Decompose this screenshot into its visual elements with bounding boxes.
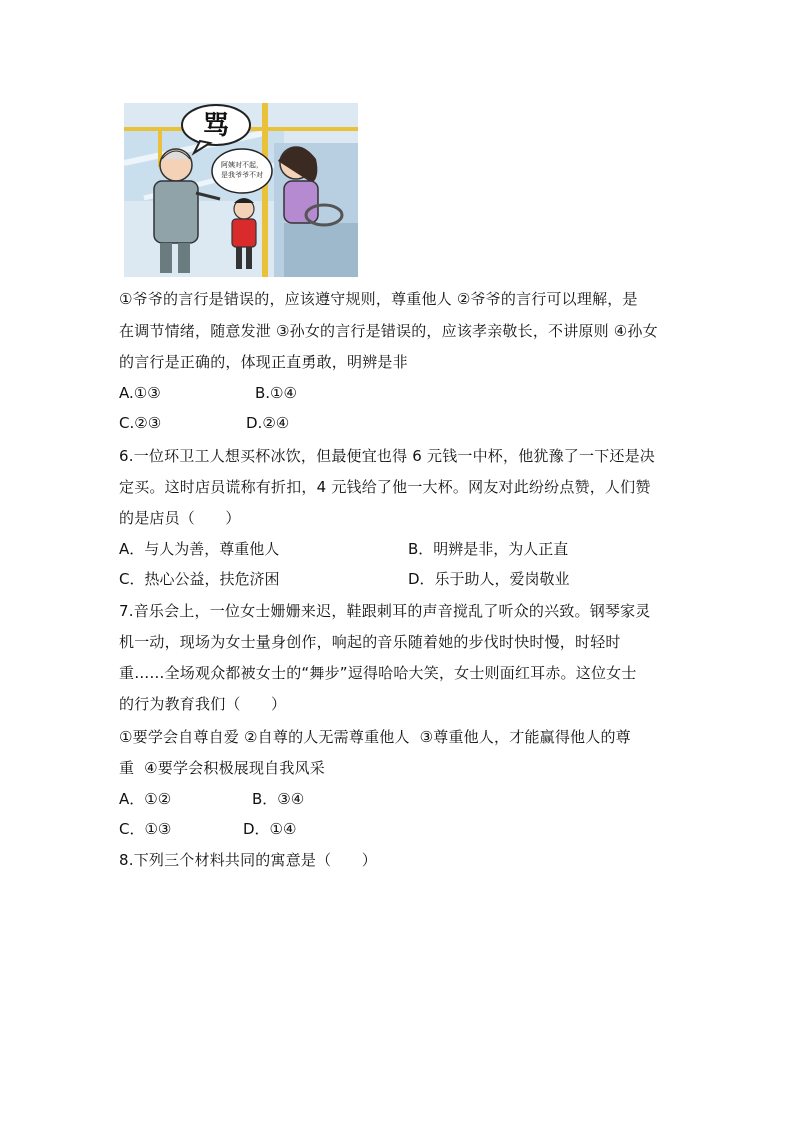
q6-option-d: D．乐于助人，爱岗敬业: [408, 570, 570, 588]
q5-statement-line-2: 在调节情绪，随意发泄 ③孙女的言行是错误的，应该孝亲敬长，不讲原则 ④孙女: [119, 322, 658, 340]
q5-option-c: C.②③: [119, 414, 162, 432]
q5-statement-line-3: 的言行是正确的，体现正直勇敢，明辨是非: [119, 353, 408, 371]
bubble-character: 骂: [202, 111, 230, 141]
q5-option-d: D.②④: [246, 414, 290, 432]
q5-option-a: A.①③: [119, 384, 161, 402]
q6-line-3: 的是店员（ ）: [119, 509, 241, 527]
speech-line-2: 是我爷爷不对: [221, 171, 263, 179]
q7-line-3: 重……全场观众都被女士的“舞步”逗得哈哈大笑，女士则面红耳赤。这位女士: [119, 664, 637, 682]
q6-line-1: 6.一位环卫工人想买杯冰饮，但最便宜也得 6 元钱一中杯，他犹豫了一下还是决: [119, 447, 655, 465]
q6-line-2: 定买。这时店员谎称有折扣，4 元钱给了他一大杯。网友对此纷纷点赞，人们赞: [119, 478, 651, 496]
q7-option-c: C．①③: [119, 820, 172, 838]
q7-option-d: D．①④: [243, 820, 297, 838]
q5-option-b: B.①④: [255, 384, 297, 402]
q7-option-b: B．③④: [252, 790, 305, 808]
q7-line-2: 机一动，现场为女士量身创作，响起的音乐随着她的步伐时快时慢，时轻时: [119, 633, 621, 651]
q6-option-a: A．与人为善，尊重他人: [119, 540, 280, 558]
q7-line-4: 的行为教育我们（ ）: [119, 695, 287, 713]
q7-option-a: A．①②: [119, 790, 172, 808]
q6-option-b: B．明辨是非，为人正直: [408, 540, 569, 558]
cartoon-illustration: [124, 103, 358, 277]
q7-statement-line-1: ①要学会自尊自爱 ②自尊的人无需尊重他人 ③尊重他人，才能赢得他人的尊: [119, 728, 631, 746]
q8-line-1: 8.下列三个材料共同的寓意是（ ）: [119, 851, 377, 869]
q6-option-c: C．热心公益，扶危济困: [119, 570, 280, 588]
speech-line-1: 阿姨对不起，: [221, 161, 263, 169]
q7-statement-line-2: 重 ④要学会积极展现自我风采: [119, 759, 325, 777]
q5-statement-line-1: ①爷爷的言行是错误的，应该遵守规则，尊重他人 ②爷爷的言行可以理解，是: [119, 290, 638, 308]
q7-line-1: 7.音乐会上，一位女士姗姗来迟，鞋跟刺耳的声音搅乱了听众的兴致。钢琴家灵: [119, 602, 651, 620]
